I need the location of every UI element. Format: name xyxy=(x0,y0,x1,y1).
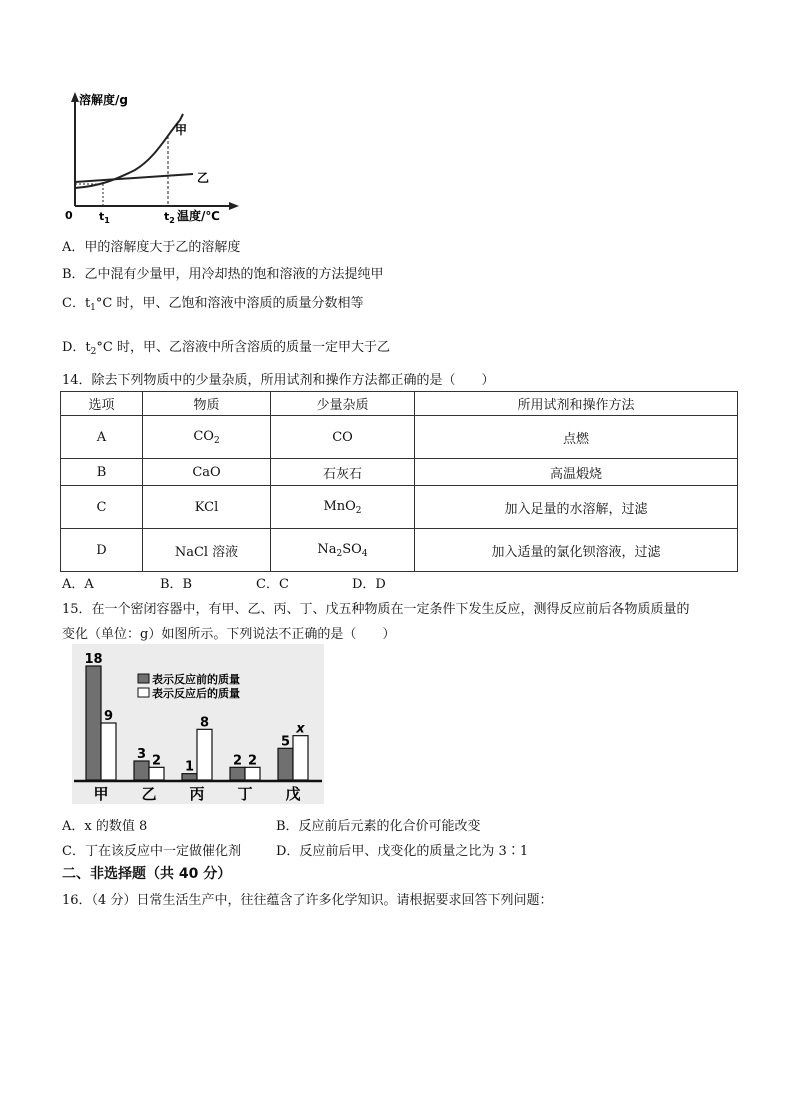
bar-value-label: x xyxy=(296,721,305,737)
substance-cell: CaO xyxy=(143,459,271,486)
q14-answer-d: D．D xyxy=(352,577,386,592)
q15-option-a: A．x 的数值 8 xyxy=(62,819,148,834)
q14-answer-c: C．C xyxy=(256,577,289,592)
category-label: 丙 xyxy=(189,785,205,803)
q13-option-c: C．$t_1^\circ C$ 时，甲、乙饱和溶液中溶质的质量分数相等 xyxy=(62,296,364,313)
q15-option-b: B．反应前后元素的化合价可能改变 xyxy=(276,819,481,834)
bar-before xyxy=(278,748,293,780)
bar-before xyxy=(134,761,149,780)
table-header-row xyxy=(61,392,738,416)
bar-value-label: 1 xyxy=(184,759,195,775)
x-axis-arrow xyxy=(229,202,239,210)
legend-after-label: 表示反应后的质量 xyxy=(152,687,240,700)
x-axis-label: 温度/℃ xyxy=(177,209,220,223)
method-cell: 加入适量的氯化钡溶液，过滤 xyxy=(415,529,738,572)
method-cell: 高温煅烧 xyxy=(415,459,738,486)
table-row xyxy=(61,529,738,572)
legend-swatch-after xyxy=(138,688,149,697)
solubility-chart xyxy=(55,88,255,228)
impurity-cell: MnO$_2$ xyxy=(271,486,415,529)
line-yi xyxy=(75,174,193,182)
bar-before xyxy=(230,767,245,780)
bar-after xyxy=(293,736,308,780)
y-axis-arrow xyxy=(71,92,79,102)
impurity-cell: 石灰石 xyxy=(271,459,415,486)
header-cell: 物质 xyxy=(143,392,271,416)
method-cell: 加入足量的水溶解，过滤 xyxy=(415,486,738,529)
bar-after xyxy=(101,723,116,780)
bar-value-label: 2 xyxy=(232,753,243,769)
substance-cell: NaCl 溶液 xyxy=(143,529,271,572)
bar-value-label: 18 xyxy=(84,652,103,667)
bar-value-label: 2 xyxy=(151,753,162,769)
section-heading: 二、非选择题（共 40 分） xyxy=(62,866,232,882)
t2-label: $t_2$ xyxy=(164,210,175,225)
bar-after xyxy=(197,729,212,780)
category-label: 丁 xyxy=(237,785,253,803)
option-cell: B xyxy=(61,459,143,486)
bar-value-label: 2 xyxy=(247,753,258,769)
curve-yi-label: 乙 xyxy=(197,171,210,185)
option-cell: D xyxy=(61,529,143,572)
q13-option-a: A．甲的溶解度大于乙的溶解度 xyxy=(62,240,241,255)
legend-before-label: 表示反应前的质量 xyxy=(152,673,240,686)
substance-cell: KCl xyxy=(143,486,271,529)
legend-swatch-before xyxy=(138,674,149,683)
q15-stem-line2: 变化（单位：g）如图所示。下列说法不正确的是（ ） xyxy=(62,627,396,642)
bar-value-label: 9 xyxy=(103,709,114,724)
q15-option-c: C．丁在该反应中一定做催化剂 xyxy=(62,844,241,859)
q13-option-d: D．$t_2^\circ C$ 时，甲、乙溶液中所含溶质的质量一定甲大于乙 xyxy=(62,340,390,357)
category-label: 戊 xyxy=(285,785,301,803)
q14-stem: 14．除去下列物质中的少量杂质，所用试剂和操作方法都正确的是（ ） xyxy=(62,373,495,388)
option-cell: A xyxy=(61,416,143,459)
impurity-cell: $Na_2SO_4$ xyxy=(271,529,415,572)
curve-jia xyxy=(75,114,183,188)
q14-table xyxy=(60,391,738,572)
bar-before xyxy=(86,666,101,780)
table-row xyxy=(61,416,738,459)
substance-cell: $CO_2$ xyxy=(143,416,271,459)
table-row xyxy=(61,459,738,486)
q13-option-b: B．乙中混有少量甲，用冷却热的饱和溶液的方法提纯甲 xyxy=(62,267,384,282)
t1-label: $t_1$ xyxy=(99,210,110,225)
origin-label: 0 xyxy=(65,209,73,222)
table-row xyxy=(61,486,738,529)
q14-answer-a: A．A xyxy=(62,577,94,592)
header-cell: 少量杂质 xyxy=(271,392,415,416)
bar-value-label: 5 xyxy=(280,734,291,750)
bar-value-label: 8 xyxy=(199,715,210,731)
method-cell: 点燃 xyxy=(415,416,738,459)
option-cell: C xyxy=(61,486,143,529)
category-label: 甲 xyxy=(93,785,109,803)
category-label: 乙 xyxy=(141,785,157,803)
q15-option-d: D．反应前后甲、戊变化的质量之比为 3∶1 xyxy=(276,844,529,859)
bar-value-label: 3 xyxy=(136,747,147,762)
impurity-cell: CO xyxy=(271,416,415,459)
bar-after xyxy=(149,767,164,780)
q15-stem-line1: 15．在一个密闭容器中，有甲、乙、丙、丁、戊五种物质在一定条件下发生反应，测得反应前后各物质质量的 xyxy=(62,602,690,617)
q14-answer-b: B．B xyxy=(160,577,193,592)
bar-after xyxy=(245,767,260,780)
header-cell: 选项 xyxy=(61,392,143,416)
mass-bar-chart xyxy=(72,644,324,804)
header-cell: 所用试剂和操作方法 xyxy=(415,392,738,416)
curve-jia-label: 甲 xyxy=(175,123,188,137)
y-axis-label: 溶解度/g xyxy=(79,93,128,107)
q16-stem: 16．（4 分）日常生活生产中，往往蕴含了许多化学知识。请根据要求回答下列问题： xyxy=(62,893,553,908)
